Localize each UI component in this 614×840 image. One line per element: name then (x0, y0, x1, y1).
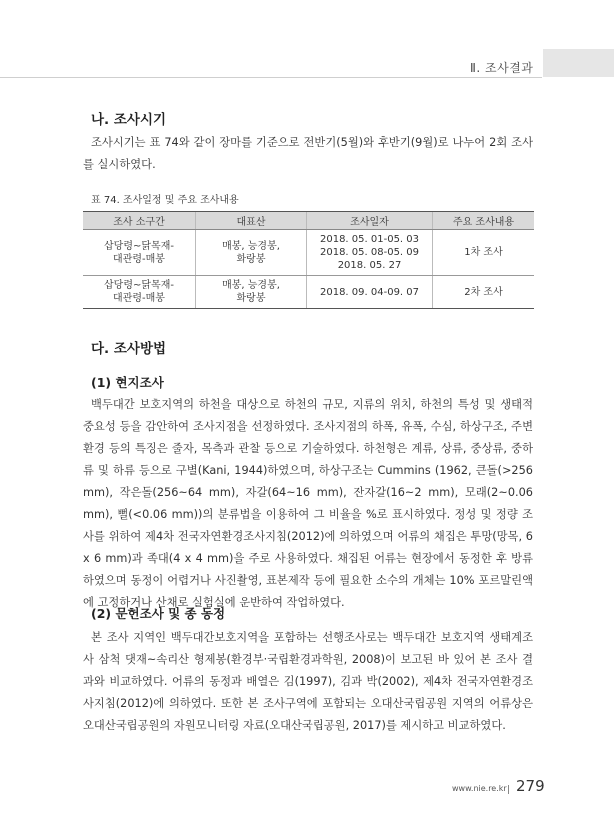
table-caption: 표 74. 조사일정 및 주요 조사내용 (91, 195, 239, 206)
footer-divider (508, 785, 509, 794)
cell-content: 2차 조사 (433, 276, 535, 309)
cell-date (307, 276, 433, 309)
subsection-heading-field: (1) 현지조사 (91, 375, 164, 390)
table-header-row (83, 212, 534, 230)
cell-area (83, 230, 196, 276)
section-time-paragraph: 조사시기는 표 74와 같이 장마를 기준으로 전반기(5월)와 후반기(9월)로 나누어 2회 조사를 실시하였다. (83, 136, 533, 171)
subsection-heading-literature: (2) 문헌조사 및 종 동정 (91, 606, 226, 621)
survey-schedule-table (83, 211, 534, 309)
cell-line: 매봉, 능경봉, (222, 280, 280, 291)
cell-mountain (196, 276, 307, 309)
col-header-mountain: 대표산 (196, 212, 307, 230)
chapter-label: Ⅱ. 조사결과 (470, 61, 534, 75)
section-heading-method: 다. 조사방법 (91, 341, 167, 357)
col-header-date: 조사일자 (307, 212, 433, 230)
cell-line: 화랑봉 (236, 253, 266, 265)
cell-line: 대관령-매봉 (113, 293, 165, 304)
cell-date (307, 230, 433, 276)
cell-line: 삽당령~닭목재- (104, 240, 174, 252)
cell-line: 매봉, 능경봉, (222, 240, 280, 252)
col-header-area: 조사 소구간 (83, 212, 196, 230)
cell-line: 화랑봉 (236, 293, 266, 304)
cell-line: 대관령-매봉 (113, 253, 165, 265)
cell-line: 2018. 09. 04-09. 07 (319, 286, 420, 298)
cell-content: 1차 조사 (433, 230, 535, 276)
cell-line: 2018. 05. 27 (337, 260, 402, 271)
literature-paragraph: 본 조사 지역인 백두대간보호지역을 포함하는 선행조사로는 백두대간 보호지역 생태계조사 삼척 댓재~속리산 형제봉(환경부·국립환경과학원, 2008)이 보고된 바 있어 본 조사 결과와 비교하였다. 어류의 동정과 배열은 김(1997), 김과 박(2002), 제4차 전국자연환경조사지침(2012)에 의하였다. 또한 본 조사구역에 포함되는 오대산국립공원 지역의 어류상은 오대산국립공원의 자원모니터링 자료(오대산국립공원, 2017)를 제시하고 비교하였다. (83, 631, 533, 732)
field-survey-paragraph: 백두대간 보호지역의 하천을 대상으로 하천의 규모, 지류의 위치, 하천의 특성 및 생태적 중요성 등을 감안하여 조사지점을 선정하였다. 조사지점의 하폭, 유폭, 수심, 하상구조, 주변 환경 등의 특징은 줄자, 목측과 관찰 등으로 기술하였다. 하천형은 계류, 상류, 중상류, 중하류 및 하류 등으로 구별(Kani, 1944)하였으며, 하상구조는 Cummins (1962, 큰돌(>256 mm), 작은돌(256~64 mm), 자갈(64~16 mm), 잔자갈(16~2 mm), 모래(2~0.06 mm), 뻘(<0.06 mm))의 분류법을 이용하여 그 비율을 %로 표시하였다. 정성 및 정량 조사를 위하여 제4차 전국자연환경조사지침(2012)에 의하였으며 어류의 채집은 투망(망목, 6 x 6 mm)과 족대(4 x 4 mm)을 주로 사용하였다. 채집된 어류는 현장에서 동정한 후 방류하였으며 동정이 어렵거나 사진촬영, 표본제작 등에 필요한 소수의 개체는 10% 포르말린액에 고정하거나 산채로 실험실에 운반하여 작업하였다. (83, 398, 533, 609)
cell-mountain (196, 230, 307, 276)
chapter-tab (543, 49, 614, 77)
cell-area (83, 276, 196, 309)
table-row (83, 276, 534, 309)
cell-line: 2018. 05. 01-05. 03 (319, 234, 420, 245)
header-rule (0, 77, 542, 78)
cell-line: 삽당령~닭목재- (104, 280, 174, 291)
table-row (83, 230, 534, 276)
cell-line: 2018. 05. 08-05. 09 (319, 247, 420, 258)
page-number: 279 (516, 777, 545, 795)
section-heading-time: 나. 조사시기 (91, 112, 167, 128)
col-header-content: 주요 조사내용 (433, 212, 535, 230)
footer-url: www.nie.re.kr (452, 784, 507, 793)
